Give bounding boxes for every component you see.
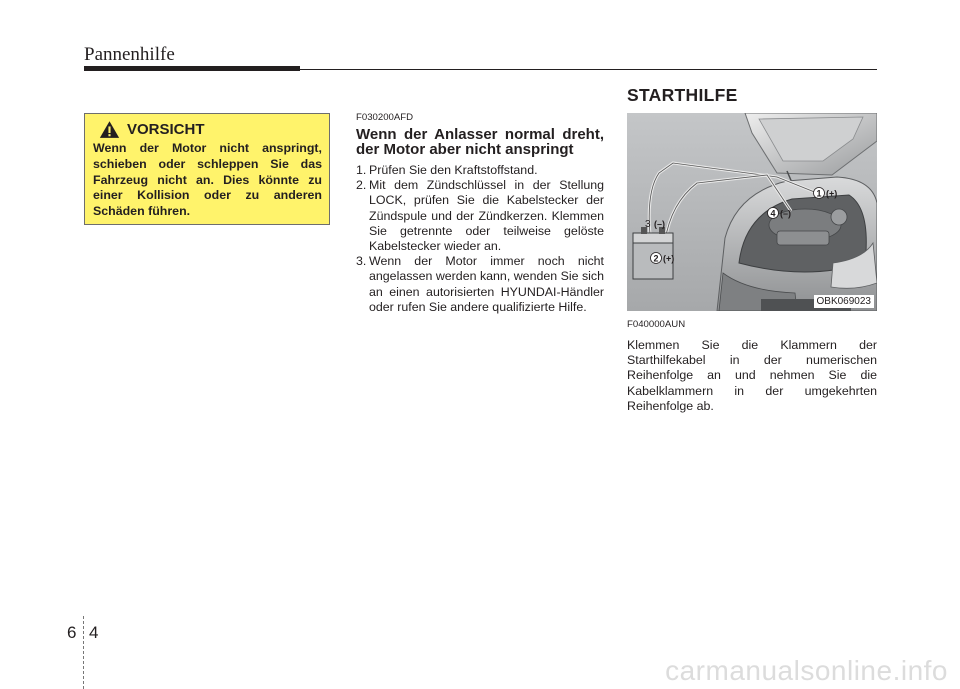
header-bar xyxy=(84,66,300,71)
marker-3 xyxy=(645,219,665,230)
step-number: 1. xyxy=(356,163,367,177)
header-rule xyxy=(300,69,877,70)
list-item xyxy=(356,254,604,315)
caution-header xyxy=(99,120,322,139)
step-text: Prüfen Sie den Kraftstoffstand. xyxy=(369,163,538,177)
section-code: F040000AUN xyxy=(627,319,686,330)
marker-2 xyxy=(651,253,675,264)
section-heading: Wenn der Anlasser normal dreht, der Motor aber nicht anspringt xyxy=(356,126,604,158)
step-text: Mit dem Zündschlüssel in der Stellung LOCK, prüfen Sie die Kabelstecker der Zündspule und der Zündkerzen. Klemmen Sie getrennte oder teilweise gelöste Kabelstecker wieder an. xyxy=(369,178,604,254)
svg-text:(+): (+) xyxy=(826,188,838,199)
chapter-number: 6 xyxy=(67,623,77,642)
step-text: Wenn der Motor immer noch nicht angelassen werden kann, wenden Sie sich an einen autorisierten HYUNDAI-Händler oder rufen Sie andere qualifizierte Hilfe. xyxy=(369,254,604,314)
svg-text:(–): (–) xyxy=(780,208,791,219)
warning-triangle-icon xyxy=(99,120,120,139)
watermark: carmanualsonline.info xyxy=(665,655,948,686)
figure-code: OBK069023 xyxy=(814,295,875,308)
caution-text: Wenn der Motor nicht anspringt, schieben oder schleppen Sie das Fahrzeug nicht an. Dies könnte zu einer Kollision oder zu anderen Schäden führen. xyxy=(93,141,322,219)
svg-text:(+): (+) xyxy=(663,253,675,264)
starthilfe-title: STARTHILFE xyxy=(627,85,738,105)
svg-text:3: 3 xyxy=(645,219,651,230)
marker-4 xyxy=(768,208,792,219)
page-header-title: Pannenhilfe xyxy=(84,44,175,65)
step-number: 3. xyxy=(356,254,367,269)
list-item xyxy=(356,178,604,254)
caution-box xyxy=(84,113,330,225)
list-item xyxy=(356,163,604,178)
marker-1 xyxy=(814,188,838,199)
starthilfe-section xyxy=(627,319,877,414)
svg-text:4: 4 xyxy=(770,208,776,219)
page-number: 4 xyxy=(89,623,99,642)
steps-list xyxy=(356,163,604,315)
section-code: F030200AFD xyxy=(356,112,414,123)
footer-divider xyxy=(83,616,85,689)
caution-title: VORSICHT xyxy=(127,121,205,138)
svg-text:(–): (–) xyxy=(654,219,665,229)
jump-start-illustration xyxy=(627,113,877,311)
engine-start-section xyxy=(356,112,604,315)
step-number: 2. xyxy=(356,178,367,193)
starthilfe-text: Klemmen Sie die Klammern der Starthilfekabel in der numerischen Reihenfolge an und nehmen Sie die Kabelklammern in der umgekehrten Reihenfolge ab. xyxy=(627,338,877,413)
svg-text:1: 1 xyxy=(816,188,822,199)
car-engine-illustration xyxy=(627,113,877,311)
svg-text:2: 2 xyxy=(653,253,659,264)
